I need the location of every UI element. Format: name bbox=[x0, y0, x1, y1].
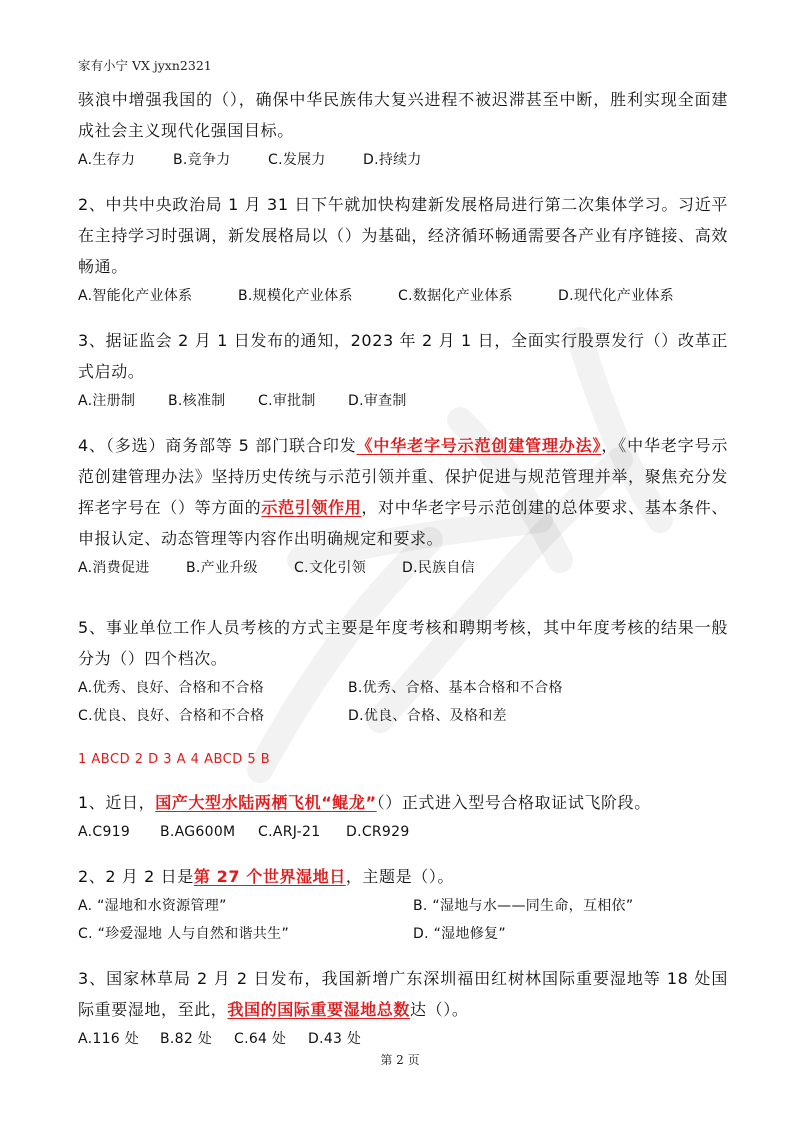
highlight-link: 示范引领作用 bbox=[261, 498, 362, 517]
option: D.CR929 bbox=[346, 824, 410, 840]
options-row bbox=[78, 554, 728, 582]
option: A.生存力 bbox=[78, 152, 136, 168]
page-number: 第 2 页 bbox=[380, 1053, 420, 1067]
options-grid bbox=[78, 892, 728, 948]
option: D.审查制 bbox=[348, 393, 407, 409]
page-header: 家有小宁 VX jyxn2321 bbox=[78, 58, 212, 73]
question-suffix: ，主题是（）。 bbox=[345, 867, 455, 886]
question-text: 2、中共中央政治局 1 月 31 日下午就加快构建新发展格局进行第二次集体学习。习近平在主持学习时强调，新发展格局以（）为基础，经济循环畅通需要各产业有序链接、高效畅通。 bbox=[78, 195, 728, 276]
question-text: 5、事业单位工作人员考核的方式主要是年度考核和聘期考核，其中年度考核的结果一般分为（）四个档次。 bbox=[78, 618, 728, 668]
option: D.持续力 bbox=[363, 152, 422, 168]
highlight-link: 《中华老字号示范创建管理办法》 bbox=[356, 436, 602, 455]
options-grid bbox=[78, 674, 728, 730]
question-prefix: 1、近日， bbox=[78, 793, 156, 812]
question-text bbox=[78, 787, 728, 818]
option: D.民族自信 bbox=[402, 560, 476, 576]
option: A.116 处 bbox=[78, 1031, 140, 1047]
question-prefix: 3、国家林草局 2 月 2 日发布，我国新增广东深圳福田红树林国际重要湿地等 18 处国际重要湿地，至此， bbox=[78, 969, 728, 1019]
question-text: 3、据证监会 2 月 1 日发布的通知，2023 年 2 月 1 日，全面实行股票发行（）改革正式启动。 bbox=[78, 331, 728, 381]
page-content bbox=[78, 84, 728, 1053]
options-row bbox=[78, 818, 728, 846]
options-row bbox=[78, 1025, 728, 1053]
highlight-link: 第 27 个世界湿地日 bbox=[193, 867, 346, 886]
question-prefix: 4、（多选）商务部等 5 部门联合印发 bbox=[78, 436, 357, 455]
option: B. “湿地与水——同生命，互相依” bbox=[413, 898, 634, 914]
option: B.产业升级 bbox=[186, 560, 258, 576]
option: D.43 处 bbox=[308, 1031, 362, 1047]
option: B.规模化产业体系 bbox=[238, 288, 353, 304]
highlight-link: 国产大型水陆两栖飞机“鲲龙” bbox=[155, 793, 377, 812]
options-row bbox=[78, 282, 728, 310]
option: B.AG600M bbox=[160, 824, 236, 840]
option: C.ARJ-21 bbox=[258, 824, 321, 840]
question-text bbox=[78, 861, 728, 892]
option: D.优良、合格、及格和差 bbox=[348, 708, 507, 724]
option: C.文化引领 bbox=[294, 560, 367, 576]
option: A.注册制 bbox=[78, 393, 136, 409]
question-suffix: 达（）。 bbox=[410, 1000, 469, 1019]
option: D.现代化产业体系 bbox=[558, 288, 674, 304]
option: A.智能化产业体系 bbox=[78, 288, 193, 304]
option: A.消费促进 bbox=[78, 560, 150, 576]
highlight-link: 我国的国际重要湿地总数 bbox=[227, 1000, 411, 1019]
question-suffix: （）正式进入型号合格取证试飞阶段。 bbox=[376, 793, 651, 812]
option: C. “珍爱湿地 人与自然和谐共生” bbox=[78, 926, 290, 942]
option: B.竞争力 bbox=[173, 152, 231, 168]
question-mid: ，《中华老字号示范创建管理办法》坚持历史传统与示范引领并重、保护促进与规范管理并举，聚焦充分发挥老字号在（）等方面的 bbox=[78, 436, 728, 517]
option: C.数据化产业体系 bbox=[398, 288, 513, 304]
option: C.64 处 bbox=[234, 1031, 287, 1047]
question-text bbox=[78, 430, 728, 554]
question-text bbox=[78, 963, 728, 1025]
option: A.优秀、良好、合格和不合格 bbox=[78, 680, 264, 696]
option: C.优良、良好、合格和不合格 bbox=[78, 708, 265, 724]
question-text: 骇浪中增强我国的（），确保中华民族伟大复兴进程不被迟滞甚至中断，胜利实现全面建成社会主义现代化强国目标。 bbox=[78, 90, 728, 140]
option: B.核准制 bbox=[168, 393, 226, 409]
options-row bbox=[78, 387, 728, 415]
option: D. “湿地修复” bbox=[413, 926, 506, 942]
option: A.C919 bbox=[78, 824, 131, 840]
option: B.82 处 bbox=[160, 1031, 213, 1047]
option: A. “湿地和水资源管理” bbox=[78, 898, 227, 914]
question-prefix: 2、2 月 2 日是 bbox=[78, 867, 194, 886]
option: C.审批制 bbox=[258, 393, 316, 409]
options-row bbox=[78, 146, 728, 174]
answer-key: 1 ABCD 2 D 3 A 4 ABCD 5 B bbox=[78, 752, 271, 767]
question-suffix: ，对中华老字号示范创建的总体要求、基本条件、申报认定、动态管理等内容作出明确规定和要求。 bbox=[78, 498, 729, 548]
option: B.优秀、合格、基本合格和不合格 bbox=[348, 680, 563, 696]
option: C.发展力 bbox=[268, 152, 326, 168]
